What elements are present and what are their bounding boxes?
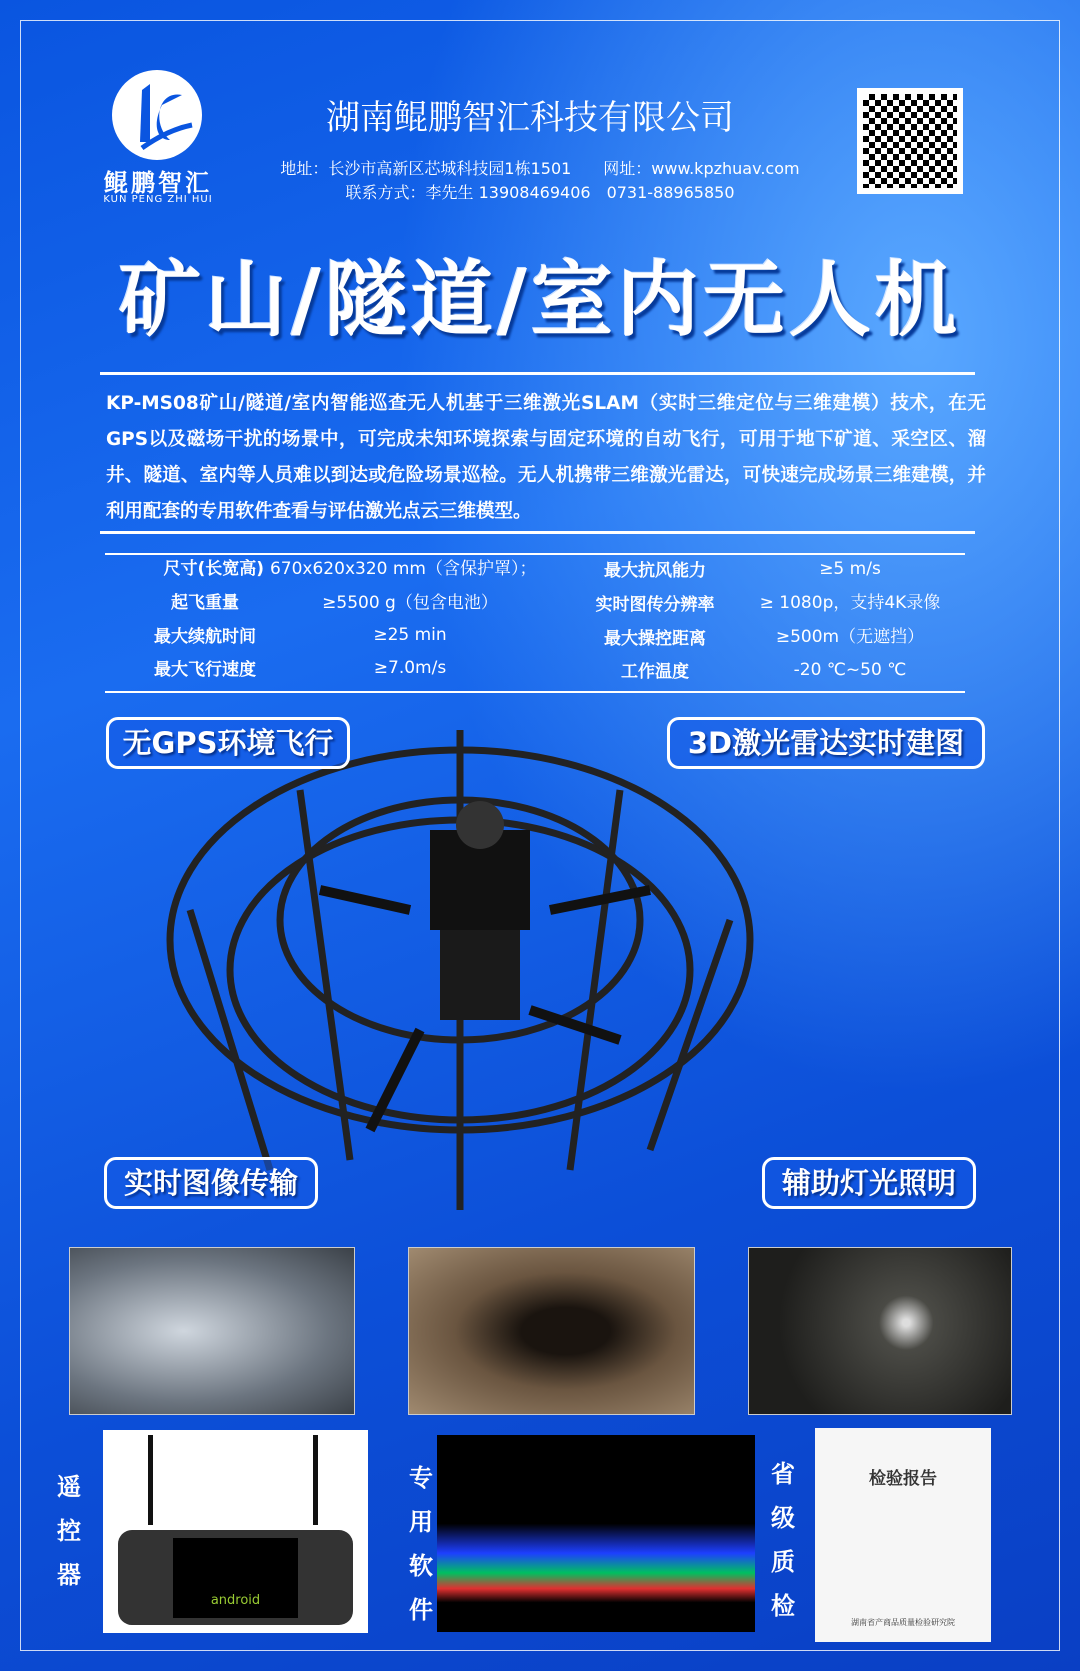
spec-row <box>140 553 560 585</box>
spec-value: 670x620x320 mm（含保护罩）； <box>269 559 537 579</box>
spec-value: ≥500m（无遮挡） <box>775 627 925 647</box>
feature-badge: 实时图像传输 <box>104 1157 318 1209</box>
feature-badge: 3D激光雷达实时建图 <box>667 717 985 769</box>
spec-value: ≥25 min <box>373 625 447 645</box>
spec-label: 最大续航时间 <box>154 627 256 647</box>
spec-label: 工作温度 <box>621 662 689 682</box>
software-screenshot <box>437 1435 755 1632</box>
company-logo <box>112 70 202 160</box>
shaft-photo <box>408 1247 695 1415</box>
address-line: 地址：长沙市高新区芯城科技园1栋1501 网址：www.kpzhuav.com <box>280 159 800 178</box>
report-title: 检验报告 <box>869 1469 937 1489</box>
spec-label: 尺寸(长宽高) <box>163 559 265 579</box>
android-screen: android <box>173 1538 298 1618</box>
spec-label: 实时图传分辨率 <box>595 595 715 615</box>
logo-text-cn: 鲲鹏智汇 <box>104 169 212 197</box>
divider <box>100 372 975 375</box>
spec-value: ≥5 m/s <box>819 559 881 579</box>
inspection-report-image <box>815 1428 991 1642</box>
contact-line: 联系方式：李先生 13908469406 0731-88965850 <box>345 183 735 202</box>
spec-value: ≥5500 g（包含电池） <box>322 593 498 613</box>
divider <box>100 531 975 534</box>
spec-label: 最大飞行速度 <box>154 660 256 680</box>
spec-value: ≥ 1080p，支持4K录像 <box>759 593 941 613</box>
label-inspection: 省级质检 <box>771 1460 795 1620</box>
remote-controller-image <box>103 1430 368 1633</box>
spec-value: ≥7.0m/s <box>373 658 447 678</box>
spec-label: 最大操控距离 <box>604 629 706 649</box>
spec-label: 最大抗风能力 <box>604 561 706 581</box>
tunnel-photo <box>69 1247 355 1415</box>
spec-label: 起飞重量 <box>171 593 239 613</box>
poster-title: 矿山/隧道/室内无人机 <box>119 253 961 348</box>
feature-badge: 辅助灯光照明 <box>762 1157 976 1209</box>
spec-value: -20 ℃~50 ℃ <box>793 660 907 680</box>
divider <box>105 691 965 693</box>
company-name: 湖南鲲鹏智汇科技有限公司 <box>326 98 734 138</box>
label-software: 专用软件 <box>409 1464 433 1624</box>
report-footer: 湖南省产商品质量检验研究院 <box>851 1618 955 1627</box>
feature-badge: 无GPS环境飞行 <box>106 717 350 769</box>
label-remote: 遥控器 <box>57 1473 81 1589</box>
product-description: KP-MS08矿山/隧道/室内智能巡查无人机基于三维激光SLAM（实时三维定位与三维建模）技术，在无GPS以及磁场干扰的场景中，可完成未知环境探索与固定环境的自动飞行，可用于地下矿道、采空区、溜井、隧道、室内等人员难以到达或危险场景巡检。无人机携带三维激光雷达，可快速完成场景三维建模，并利用配套的专用软件查看与评估激光点云三维模型。 <box>106 393 986 522</box>
qr-code <box>857 88 963 194</box>
drone-image <box>150 710 770 1230</box>
mine-lighting-photo <box>748 1247 1012 1415</box>
logo-text-en: KUN PENG ZHI HUI <box>103 194 213 205</box>
